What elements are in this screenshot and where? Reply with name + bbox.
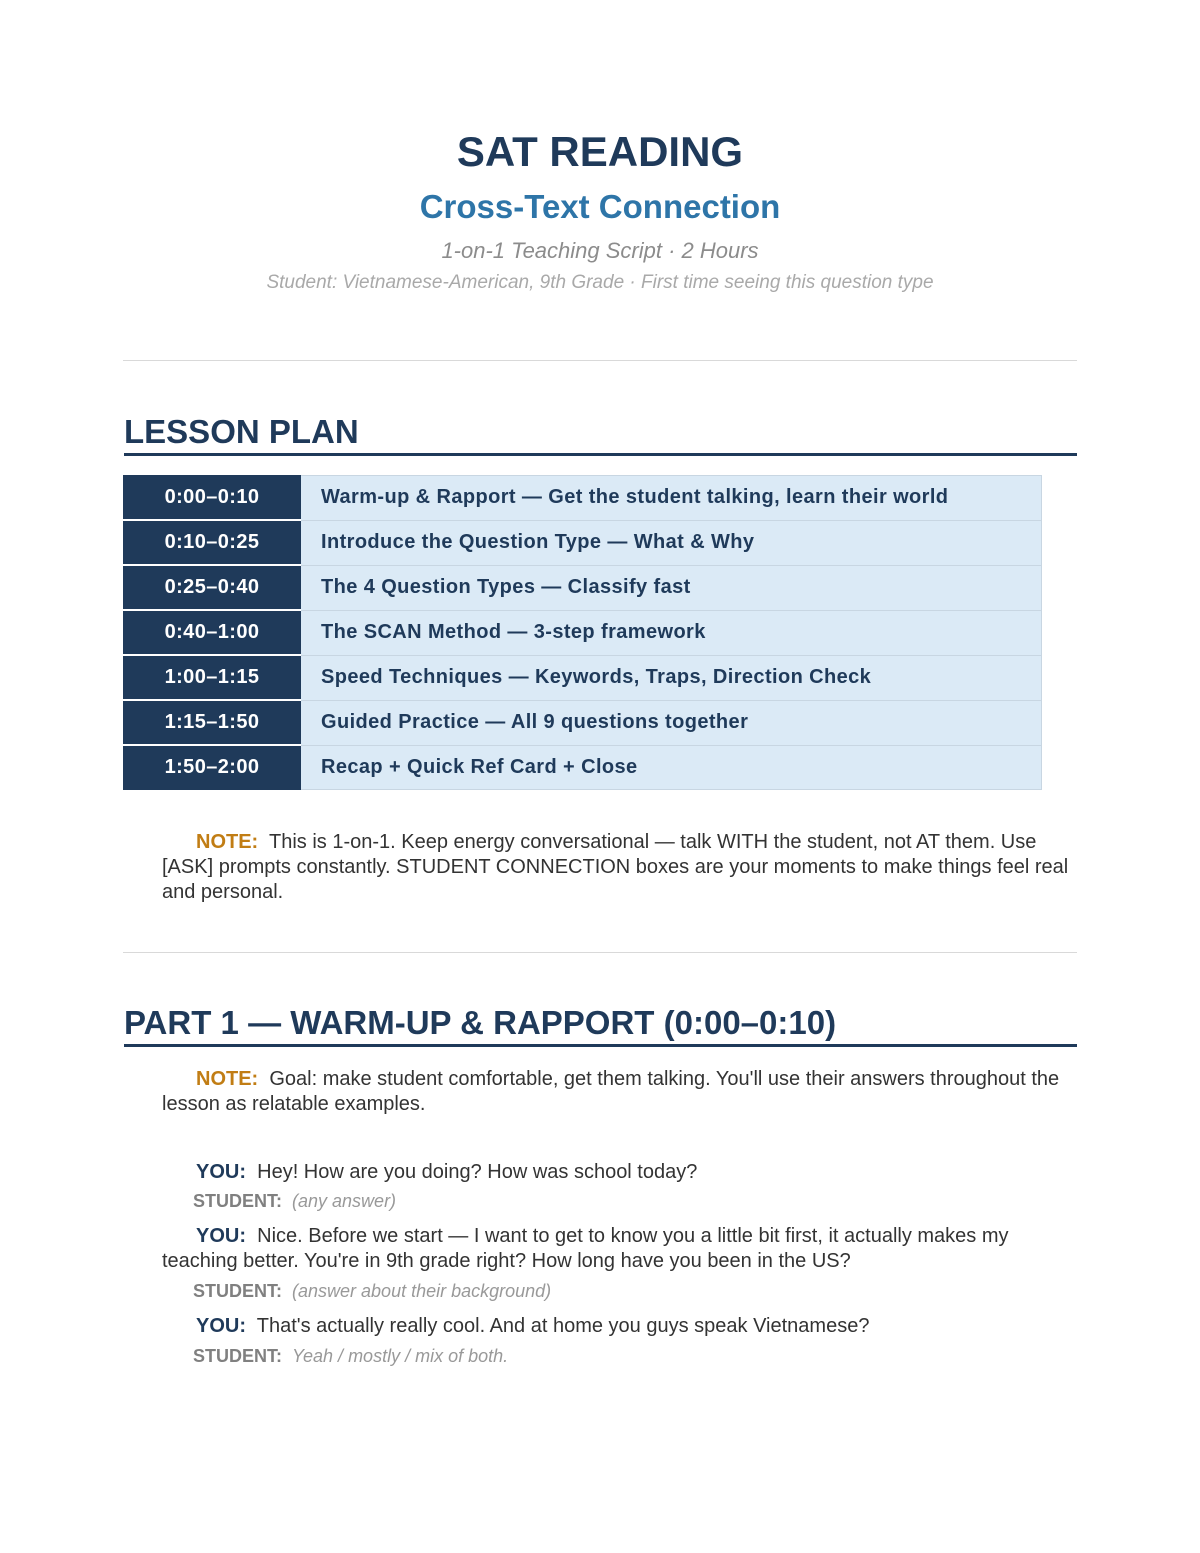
activity-cell: Recap + Quick Ref Card + Close — [301, 745, 1042, 790]
table-row — [124, 565, 1042, 610]
time-cell: 1:50–2:00 — [124, 745, 301, 790]
student-text: Yeah / mostly / mix of both. — [292, 1346, 509, 1366]
note-label: NOTE: — [196, 831, 259, 853]
lesson-plan-heading: LESSON PLAN — [124, 413, 1077, 456]
part1-heading: PART 1 — WARM-UP & RAPPORT (0:00–0:10) — [124, 1004, 1077, 1047]
time-cell: 0:25–0:40 — [124, 565, 301, 610]
student-line — [193, 1345, 1073, 1367]
student-text: (answer about their background) — [292, 1281, 552, 1301]
activity-cell: The SCAN Method — 3-step framework — [301, 610, 1042, 655]
you-label: YOU: — [196, 1161, 246, 1183]
section-divider — [123, 952, 1077, 953]
document-title: SAT READING — [456, 128, 744, 175]
table-row — [124, 476, 1042, 521]
lesson-plan-note — [162, 830, 1072, 905]
activity-cell: Speed Techniques — Keywords, Traps, Direction Check — [301, 655, 1042, 700]
time-cell: 0:10–0:25 — [124, 520, 301, 565]
time-cell: 0:40–1:00 — [124, 610, 301, 655]
student-label: STUDENT: — [193, 1281, 282, 1301]
table-row — [124, 610, 1042, 655]
script-meta: 1-on-1 Teaching Script · 2 Hours — [441, 238, 759, 263]
time-cell: 1:15–1:50 — [124, 700, 301, 745]
table-row — [124, 745, 1042, 790]
teacher-text: Hey! How are you doing? How was school today? — [257, 1161, 698, 1183]
lesson-plan-table — [123, 475, 1042, 790]
activity-cell: Introduce the Question Type — What & Why — [301, 520, 1042, 565]
note-text: Goal: make student comfortable, get them talking. You'll use their answers throughout the lesson as relatable examples. — [162, 1068, 1060, 1115]
student-label: STUDENT: — [193, 1191, 282, 1211]
note-label: NOTE: — [196, 1068, 259, 1090]
student-text: (any answer) — [292, 1191, 397, 1211]
activity-cell: The 4 Question Types — Classify fast — [301, 565, 1042, 610]
table-row — [124, 520, 1042, 565]
teacher-text: That's actually really cool. And at home you guys speak Vietnamese? — [256, 1315, 870, 1337]
teacher-line — [162, 1160, 1077, 1185]
table-row — [124, 655, 1042, 700]
time-cell: 0:00–0:10 — [124, 476, 301, 521]
you-label: YOU: — [196, 1225, 246, 1247]
student-label: STUDENT: — [193, 1346, 282, 1366]
document-subtitle: Cross-Text Connection — [419, 188, 781, 225]
student-line — [193, 1280, 1073, 1302]
time-cell: 1:00–1:15 — [124, 655, 301, 700]
teacher-line — [162, 1224, 1077, 1274]
table-row — [124, 700, 1042, 745]
student-line — [193, 1190, 1073, 1212]
you-label: YOU: — [196, 1315, 246, 1337]
section-divider — [123, 360, 1077, 361]
note-text: This is 1-on-1. Keep energy conversational — talk WITH the student, not AT them. Use [ASK] prompts constantly. STUDENT CONNECTION boxes are your moments to make things feel real and personal. — [162, 831, 1069, 903]
part1-note — [162, 1067, 1072, 1117]
teacher-line — [162, 1314, 1077, 1339]
activity-cell: Guided Practice — All 9 questions together — [301, 700, 1042, 745]
teacher-text: Nice. Before we start — I want to get to know you a little bit first, it actually makes my teaching better. You're in 9th grade right? How long have you been in the US? — [162, 1225, 1009, 1272]
student-meta: Student: Vietnamese-American, 9th Grade · First time seeing this question type — [266, 272, 934, 293]
activity-cell: Warm-up & Rapport — Get the student talking, learn their world — [301, 476, 1042, 521]
